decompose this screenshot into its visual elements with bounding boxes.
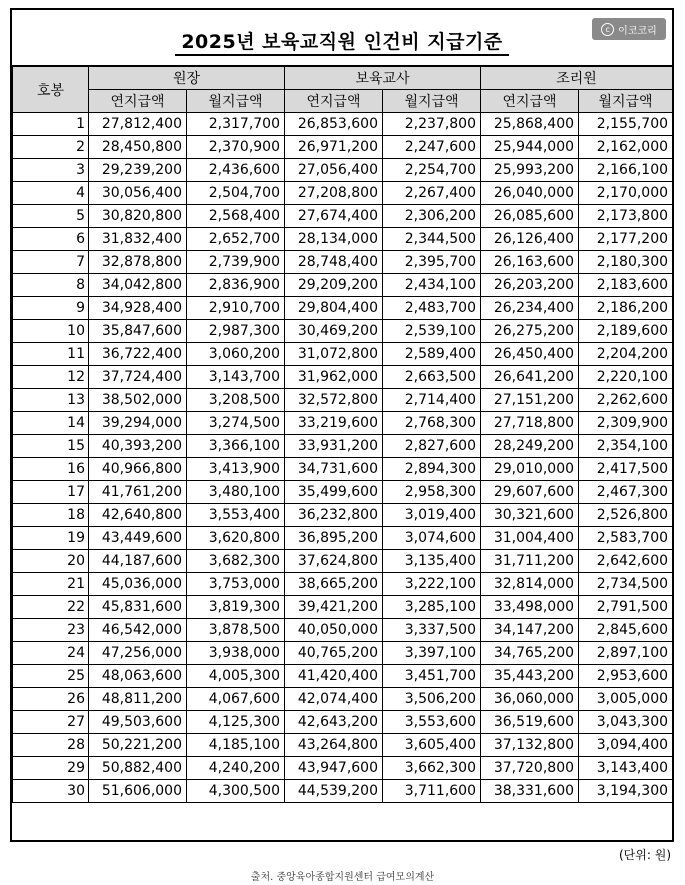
amount-cell: 3,878,500 (187, 619, 285, 642)
amount-cell: 2,652,700 (187, 228, 285, 251)
amount-cell: 3,143,400 (579, 757, 673, 780)
amount-cell: 40,393,200 (89, 435, 187, 458)
amount-cell: 39,421,200 (285, 596, 383, 619)
table-body (13, 113, 673, 803)
logo-text: 이코코리 (618, 25, 657, 37)
amount-cell: 28,450,800 (89, 136, 187, 159)
step-cell: 27 (13, 711, 89, 734)
step-cell: 22 (13, 596, 89, 619)
step-cell: 12 (13, 366, 89, 389)
amount-cell: 32,878,800 (89, 251, 187, 274)
amount-cell: 26,971,200 (285, 136, 383, 159)
amount-cell: 2,436,600 (187, 159, 285, 182)
table-row (13, 642, 673, 665)
amount-cell: 2,589,400 (383, 343, 481, 366)
amount-cell: 2,467,300 (579, 481, 673, 504)
table-row (13, 780, 673, 803)
amount-cell: 49,503,600 (89, 711, 187, 734)
amount-cell: 42,643,200 (285, 711, 383, 734)
step-cell: 26 (13, 688, 89, 711)
amount-cell: 3,605,400 (383, 734, 481, 757)
amount-cell: 43,264,800 (285, 734, 383, 757)
amount-cell: 2,262,600 (579, 389, 673, 412)
step-cell: 3 (13, 159, 89, 182)
step-cell: 14 (13, 412, 89, 435)
amount-cell: 34,928,400 (89, 297, 187, 320)
amount-cell: 27,718,800 (481, 412, 579, 435)
amount-cell: 51,606,000 (89, 780, 187, 803)
amount-cell: 29,209,200 (285, 274, 383, 297)
amount-cell: 26,450,400 (481, 343, 579, 366)
step-cell: 10 (13, 320, 89, 343)
amount-cell: 3,366,100 (187, 435, 285, 458)
amount-cell: 4,240,200 (187, 757, 285, 780)
step-cell: 8 (13, 274, 89, 297)
step-cell: 1 (13, 113, 89, 136)
amount-cell: 40,966,800 (89, 458, 187, 481)
amount-cell: 36,895,200 (285, 527, 383, 550)
amount-cell: 26,641,200 (481, 366, 579, 389)
amount-cell: 2,395,700 (383, 251, 481, 274)
amount-cell: 26,234,400 (481, 297, 579, 320)
amount-cell: 2,663,500 (383, 366, 481, 389)
amount-cell: 29,607,600 (481, 481, 579, 504)
amount-cell: 30,321,600 (481, 504, 579, 527)
amount-cell: 41,761,200 (89, 481, 187, 504)
amount-cell: 36,519,600 (481, 711, 579, 734)
amount-cell: 4,125,300 (187, 711, 285, 734)
amount-cell: 29,239,200 (89, 159, 187, 182)
amount-cell: 3,662,300 (383, 757, 481, 780)
step-cell: 30 (13, 780, 89, 803)
amount-cell: 2,504,700 (187, 182, 285, 205)
group-header-cook: 조리원 (481, 66, 673, 90)
amount-cell: 3,451,700 (383, 665, 481, 688)
subheader-monthly: 월지급액 (579, 90, 673, 113)
amount-cell: 2,583,700 (579, 527, 673, 550)
amount-cell: 3,074,600 (383, 527, 481, 550)
amount-cell: 25,868,400 (481, 113, 579, 136)
step-cell: 23 (13, 619, 89, 642)
amount-cell: 3,620,800 (187, 527, 285, 550)
table-row (13, 251, 673, 274)
amount-cell: 2,166,100 (579, 159, 673, 182)
amount-cell: 3,480,100 (187, 481, 285, 504)
amount-cell: 28,748,400 (285, 251, 383, 274)
amount-cell: 34,765,200 (481, 642, 579, 665)
amount-cell: 2,180,300 (579, 251, 673, 274)
amount-cell: 29,010,000 (481, 458, 579, 481)
amount-cell: 43,947,600 (285, 757, 383, 780)
amount-cell: 29,804,400 (285, 297, 383, 320)
amount-cell: 32,572,800 (285, 389, 383, 412)
amount-cell: 38,665,200 (285, 573, 383, 596)
copyright-icon: c (601, 23, 614, 36)
amount-cell: 2,155,700 (579, 113, 673, 136)
amount-cell: 2,309,900 (579, 412, 673, 435)
amount-cell: 30,469,200 (285, 320, 383, 343)
amount-cell: 2,267,400 (383, 182, 481, 205)
amount-cell: 2,317,700 (187, 113, 285, 136)
step-cell: 15 (13, 435, 89, 458)
amount-cell: 2,845,600 (579, 619, 673, 642)
step-cell: 16 (13, 458, 89, 481)
unit-note: (단위: 원) (619, 848, 671, 862)
amount-cell: 2,897,100 (579, 642, 673, 665)
amount-cell: 26,163,600 (481, 251, 579, 274)
amount-cell: 27,151,200 (481, 389, 579, 412)
amount-cell: 2,254,700 (383, 159, 481, 182)
amount-cell: 3,938,000 (187, 642, 285, 665)
amount-cell: 2,568,400 (187, 205, 285, 228)
step-cell: 9 (13, 297, 89, 320)
amount-cell: 50,882,400 (89, 757, 187, 780)
amount-cell: 38,502,000 (89, 389, 187, 412)
step-cell: 17 (13, 481, 89, 504)
logo-badge (592, 18, 666, 40)
amount-cell: 2,204,200 (579, 343, 673, 366)
amount-cell: 2,247,600 (383, 136, 481, 159)
amount-cell: 3,143,700 (187, 366, 285, 389)
amount-cell: 33,219,600 (285, 412, 383, 435)
group-header-teacher: 보육교사 (285, 66, 481, 90)
table-row (13, 389, 673, 412)
step-cell: 4 (13, 182, 89, 205)
amount-cell: 46,542,000 (89, 619, 187, 642)
amount-cell: 31,004,400 (481, 527, 579, 550)
amount-cell: 38,331,600 (481, 780, 579, 803)
step-cell: 18 (13, 504, 89, 527)
amount-cell: 2,827,600 (383, 435, 481, 458)
amount-cell: 2,162,000 (579, 136, 673, 159)
amount-cell: 47,256,000 (89, 642, 187, 665)
amount-cell: 3,194,300 (579, 780, 673, 803)
step-cell: 29 (13, 757, 89, 780)
step-header: 호봉 (13, 66, 89, 113)
salary-table (12, 65, 673, 803)
amount-cell: 31,832,400 (89, 228, 187, 251)
table-row (13, 136, 673, 159)
amount-cell: 2,734,500 (579, 573, 673, 596)
title-area (12, 10, 672, 65)
amount-cell: 31,072,800 (285, 343, 383, 366)
amount-cell: 3,506,200 (383, 688, 481, 711)
amount-cell: 3,208,500 (187, 389, 285, 412)
amount-cell: 25,993,200 (481, 159, 579, 182)
table-row (13, 274, 673, 297)
amount-cell: 2,910,700 (187, 297, 285, 320)
table-row (13, 113, 673, 136)
amount-cell: 2,237,800 (383, 113, 481, 136)
amount-cell: 43,449,600 (89, 527, 187, 550)
step-cell: 2 (13, 136, 89, 159)
amount-cell: 28,134,000 (285, 228, 383, 251)
table-row (13, 550, 673, 573)
amount-cell: 3,222,100 (383, 573, 481, 596)
amount-cell: 2,220,100 (579, 366, 673, 389)
amount-cell: 2,483,700 (383, 297, 481, 320)
amount-cell: 2,526,800 (579, 504, 673, 527)
amount-cell: 2,189,600 (579, 320, 673, 343)
amount-cell: 2,173,800 (579, 205, 673, 228)
amount-cell: 3,413,900 (187, 458, 285, 481)
amount-cell: 48,063,600 (89, 665, 187, 688)
amount-cell: 37,724,400 (89, 366, 187, 389)
amount-cell: 36,232,800 (285, 504, 383, 527)
table-row (13, 182, 673, 205)
amount-cell: 34,042,800 (89, 274, 187, 297)
amount-cell: 4,185,100 (187, 734, 285, 757)
amount-cell: 36,060,000 (481, 688, 579, 711)
amount-cell: 3,060,200 (187, 343, 285, 366)
step-cell: 11 (13, 343, 89, 366)
amount-cell: 35,847,600 (89, 320, 187, 343)
table-row (13, 205, 673, 228)
amount-cell: 37,720,800 (481, 757, 579, 780)
amount-cell: 30,820,800 (89, 205, 187, 228)
amount-cell: 2,344,500 (383, 228, 481, 251)
amount-cell: 33,498,000 (481, 596, 579, 619)
amount-cell: 39,294,000 (89, 412, 187, 435)
amount-cell: 42,074,400 (285, 688, 383, 711)
amount-cell: 2,836,900 (187, 274, 285, 297)
amount-cell: 31,962,000 (285, 366, 383, 389)
amount-cell: 48,811,200 (89, 688, 187, 711)
table-row (13, 527, 673, 550)
amount-cell: 31,711,200 (481, 550, 579, 573)
amount-cell: 4,005,300 (187, 665, 285, 688)
amount-cell: 32,814,000 (481, 573, 579, 596)
amount-cell: 3,337,500 (383, 619, 481, 642)
table-row (13, 458, 673, 481)
amount-cell: 3,043,300 (579, 711, 673, 734)
amount-cell: 41,420,400 (285, 665, 383, 688)
amount-cell: 27,208,800 (285, 182, 383, 205)
step-cell: 13 (13, 389, 89, 412)
amount-cell: 3,094,400 (579, 734, 673, 757)
amount-cell: 26,126,400 (481, 228, 579, 251)
amount-cell: 2,958,300 (383, 481, 481, 504)
table-row (13, 297, 673, 320)
table-row (13, 596, 673, 619)
amount-cell: 2,417,500 (579, 458, 673, 481)
table-row (13, 412, 673, 435)
amount-cell: 27,056,400 (285, 159, 383, 182)
amount-cell: 26,040,000 (481, 182, 579, 205)
amount-cell: 44,539,200 (285, 780, 383, 803)
amount-cell: 2,354,100 (579, 435, 673, 458)
source-note: 출처. 중앙육아종합지원센터 급여모의계산 (250, 872, 435, 883)
table-row (13, 734, 673, 757)
page-title: 2025년 보육교직원 인건비 지급기준 (12, 27, 672, 54)
amount-cell: 37,624,800 (285, 550, 383, 573)
amount-cell: 2,739,900 (187, 251, 285, 274)
amount-cell: 2,186,200 (579, 297, 673, 320)
amount-cell: 45,036,000 (89, 573, 187, 596)
amount-cell: 27,674,400 (285, 205, 383, 228)
step-cell: 20 (13, 550, 89, 573)
table-row (13, 159, 673, 182)
amount-cell: 2,953,600 (579, 665, 673, 688)
amount-cell: 40,050,000 (285, 619, 383, 642)
amount-cell: 3,274,500 (187, 412, 285, 435)
amount-cell: 45,831,600 (89, 596, 187, 619)
amount-cell: 26,275,200 (481, 320, 579, 343)
amount-cell: 3,711,600 (383, 780, 481, 803)
amount-cell: 28,249,200 (481, 435, 579, 458)
amount-cell: 26,853,600 (285, 113, 383, 136)
table-row (13, 504, 673, 527)
amount-cell: 27,812,400 (89, 113, 187, 136)
amount-cell: 42,640,800 (89, 504, 187, 527)
step-cell: 24 (13, 642, 89, 665)
amount-cell: 34,147,200 (481, 619, 579, 642)
step-cell: 19 (13, 527, 89, 550)
table-row (13, 366, 673, 389)
group-header-director: 원장 (89, 66, 285, 90)
amount-cell: 50,221,200 (89, 734, 187, 757)
amount-cell: 2,987,300 (187, 320, 285, 343)
amount-cell: 25,944,000 (481, 136, 579, 159)
subheader-annual: 연지급액 (481, 90, 579, 113)
amount-cell: 3,397,100 (383, 642, 481, 665)
table-row (13, 665, 673, 688)
table-row (13, 711, 673, 734)
amount-cell: 35,443,200 (481, 665, 579, 688)
table-row (13, 343, 673, 366)
step-cell: 6 (13, 228, 89, 251)
amount-cell: 26,085,600 (481, 205, 579, 228)
table-row (13, 228, 673, 251)
amount-cell: 2,306,200 (383, 205, 481, 228)
step-cell: 21 (13, 573, 89, 596)
amount-cell: 30,056,400 (89, 182, 187, 205)
amount-cell: 2,434,100 (383, 274, 481, 297)
amount-cell: 3,753,000 (187, 573, 285, 596)
document-frame (10, 8, 674, 842)
amount-cell: 2,183,600 (579, 274, 673, 297)
amount-cell: 3,819,300 (187, 596, 285, 619)
amount-cell: 3,682,300 (187, 550, 285, 573)
amount-cell: 3,553,600 (383, 711, 481, 734)
table-row (13, 320, 673, 343)
amount-cell: 3,285,100 (383, 596, 481, 619)
table-row (13, 757, 673, 780)
step-cell: 28 (13, 734, 89, 757)
amount-cell: 33,931,200 (285, 435, 383, 458)
table-row (13, 688, 673, 711)
amount-cell: 40,765,200 (285, 642, 383, 665)
step-cell: 5 (13, 205, 89, 228)
amount-cell: 2,642,600 (579, 550, 673, 573)
step-cell: 7 (13, 251, 89, 274)
amount-cell: 4,067,600 (187, 688, 285, 711)
table-row (13, 435, 673, 458)
amount-cell: 2,894,300 (383, 458, 481, 481)
amount-cell: 35,499,600 (285, 481, 383, 504)
table-row (13, 481, 673, 504)
subheader-annual: 연지급액 (285, 90, 383, 113)
table-row (13, 573, 673, 596)
amount-cell: 2,768,300 (383, 412, 481, 435)
step-cell: 25 (13, 665, 89, 688)
amount-cell: 37,132,800 (481, 734, 579, 757)
table-row (13, 619, 673, 642)
subheader-monthly: 월지급액 (383, 90, 481, 113)
amount-cell: 2,177,200 (579, 228, 673, 251)
subheader-annual: 연지급액 (89, 90, 187, 113)
amount-cell: 3,135,400 (383, 550, 481, 573)
amount-cell: 2,370,900 (187, 136, 285, 159)
amount-cell: 4,300,500 (187, 780, 285, 803)
amount-cell: 2,539,100 (383, 320, 481, 343)
amount-cell: 34,731,600 (285, 458, 383, 481)
amount-cell: 3,019,400 (383, 504, 481, 527)
subheader-monthly: 월지급액 (187, 90, 285, 113)
amount-cell: 2,791,500 (579, 596, 673, 619)
amount-cell: 36,722,400 (89, 343, 187, 366)
amount-cell: 3,005,000 (579, 688, 673, 711)
amount-cell: 26,203,200 (481, 274, 579, 297)
amount-cell: 3,553,400 (187, 504, 285, 527)
amount-cell: 44,187,600 (89, 550, 187, 573)
amount-cell: 2,170,000 (579, 182, 673, 205)
amount-cell: 2,714,400 (383, 389, 481, 412)
